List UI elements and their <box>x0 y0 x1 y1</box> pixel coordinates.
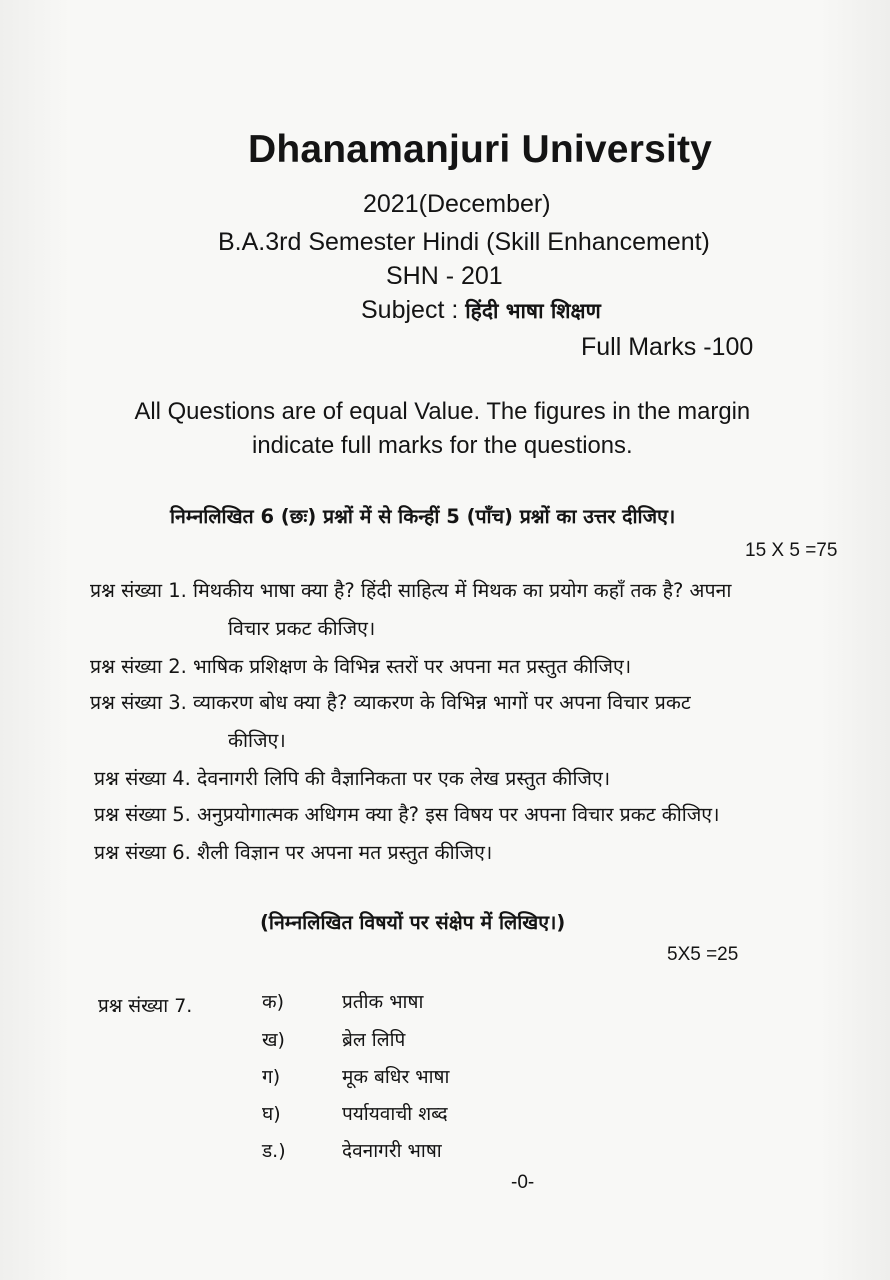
section-1-instruction: निम्नलिखित 6 (छः) प्रश्नों में से किन्हीं 5 (पाँच) प्रश्नों का उत्तर दीजिए। <box>170 505 676 528</box>
full-marks: Full Marks -100 <box>581 333 754 361</box>
subject-label: Subject : <box>361 296 466 324</box>
sub-item-letter: ग) <box>262 1066 281 1088</box>
course-title: B.A.3rd Semester Hindi (Skill Enhancement) <box>218 228 710 256</box>
question-4: प्रश्न संख्या 4. देवनागरी लिपि की वैज्ञानिकता पर एक लेख प्रस्तुत कीजिए। <box>94 767 611 790</box>
sub-item-letter: क) <box>262 991 285 1013</box>
question-3: प्रश्न संख्या 3. व्याकरण बोध क्या है? व्याकरण के विभिन्न भागों पर अपना विचार प्रकट <box>90 691 691 714</box>
sub-item-text: मूक बधिर भाषा <box>342 1066 450 1088</box>
sub-item-text: देवनागरी भाषा <box>342 1140 442 1162</box>
subject-name: हिंदी भाषा शिक्षण <box>465 299 601 323</box>
paper-code: SHN - 201 <box>386 262 503 290</box>
question-3-continued: कीजिए। <box>228 729 286 752</box>
note-line-1: All Questions are of equal Value. The figures in the margin <box>134 398 751 425</box>
sub-item-text: पर्यायवाची शब्द <box>342 1103 448 1125</box>
exam-year: 2021(December) <box>363 190 551 218</box>
question-2: प्रश्न संख्या 2. भाषिक प्रशिक्षण के विभिन्न स्तरों पर अपना मत प्रस्तुत कीजिए। <box>90 655 632 678</box>
university-title: Dhanamanjuri University <box>248 128 713 171</box>
question-1-continued: विचार प्रकट कीजिए। <box>228 617 376 640</box>
sub-item-text: ब्रेल लिपि <box>342 1029 406 1051</box>
sub-item-letter: ख) <box>262 1029 285 1051</box>
sub-item-letter: घ) <box>262 1103 281 1125</box>
section-2-instruction: (निम्नलिखित विषयों पर संक्षेप में लिखिए।) <box>260 911 566 934</box>
section-1-marks: 15 X 5 =75 <box>745 540 838 561</box>
subject-line <box>361 296 601 325</box>
question-5: प्रश्न संख्या 5. अनुप्रयोगात्मक अधिगम क्या है? इस विषय पर अपना विचार प्रकट कीजिए। <box>94 803 720 826</box>
question-7-label: प्रश्न संख्या 7. <box>98 995 193 1017</box>
question-6: प्रश्न संख्या 6. शैली विज्ञान पर अपना मत प्रस्तुत कीजिए। <box>94 841 493 864</box>
end-mark: -0- <box>511 1172 535 1193</box>
sub-item-letter: ड.) <box>262 1140 286 1162</box>
question-1: प्रश्न संख्या 1. मिथकीय भाषा क्या है? हिंदी साहित्य में मिथक का प्रयोग कहाँ तक है? अपना <box>90 579 732 602</box>
sub-item-text: प्रतीक भाषा <box>342 991 424 1013</box>
section-2-marks: 5X5 =25 <box>667 944 739 965</box>
note-line-2: indicate full marks for the questions. <box>252 432 633 459</box>
